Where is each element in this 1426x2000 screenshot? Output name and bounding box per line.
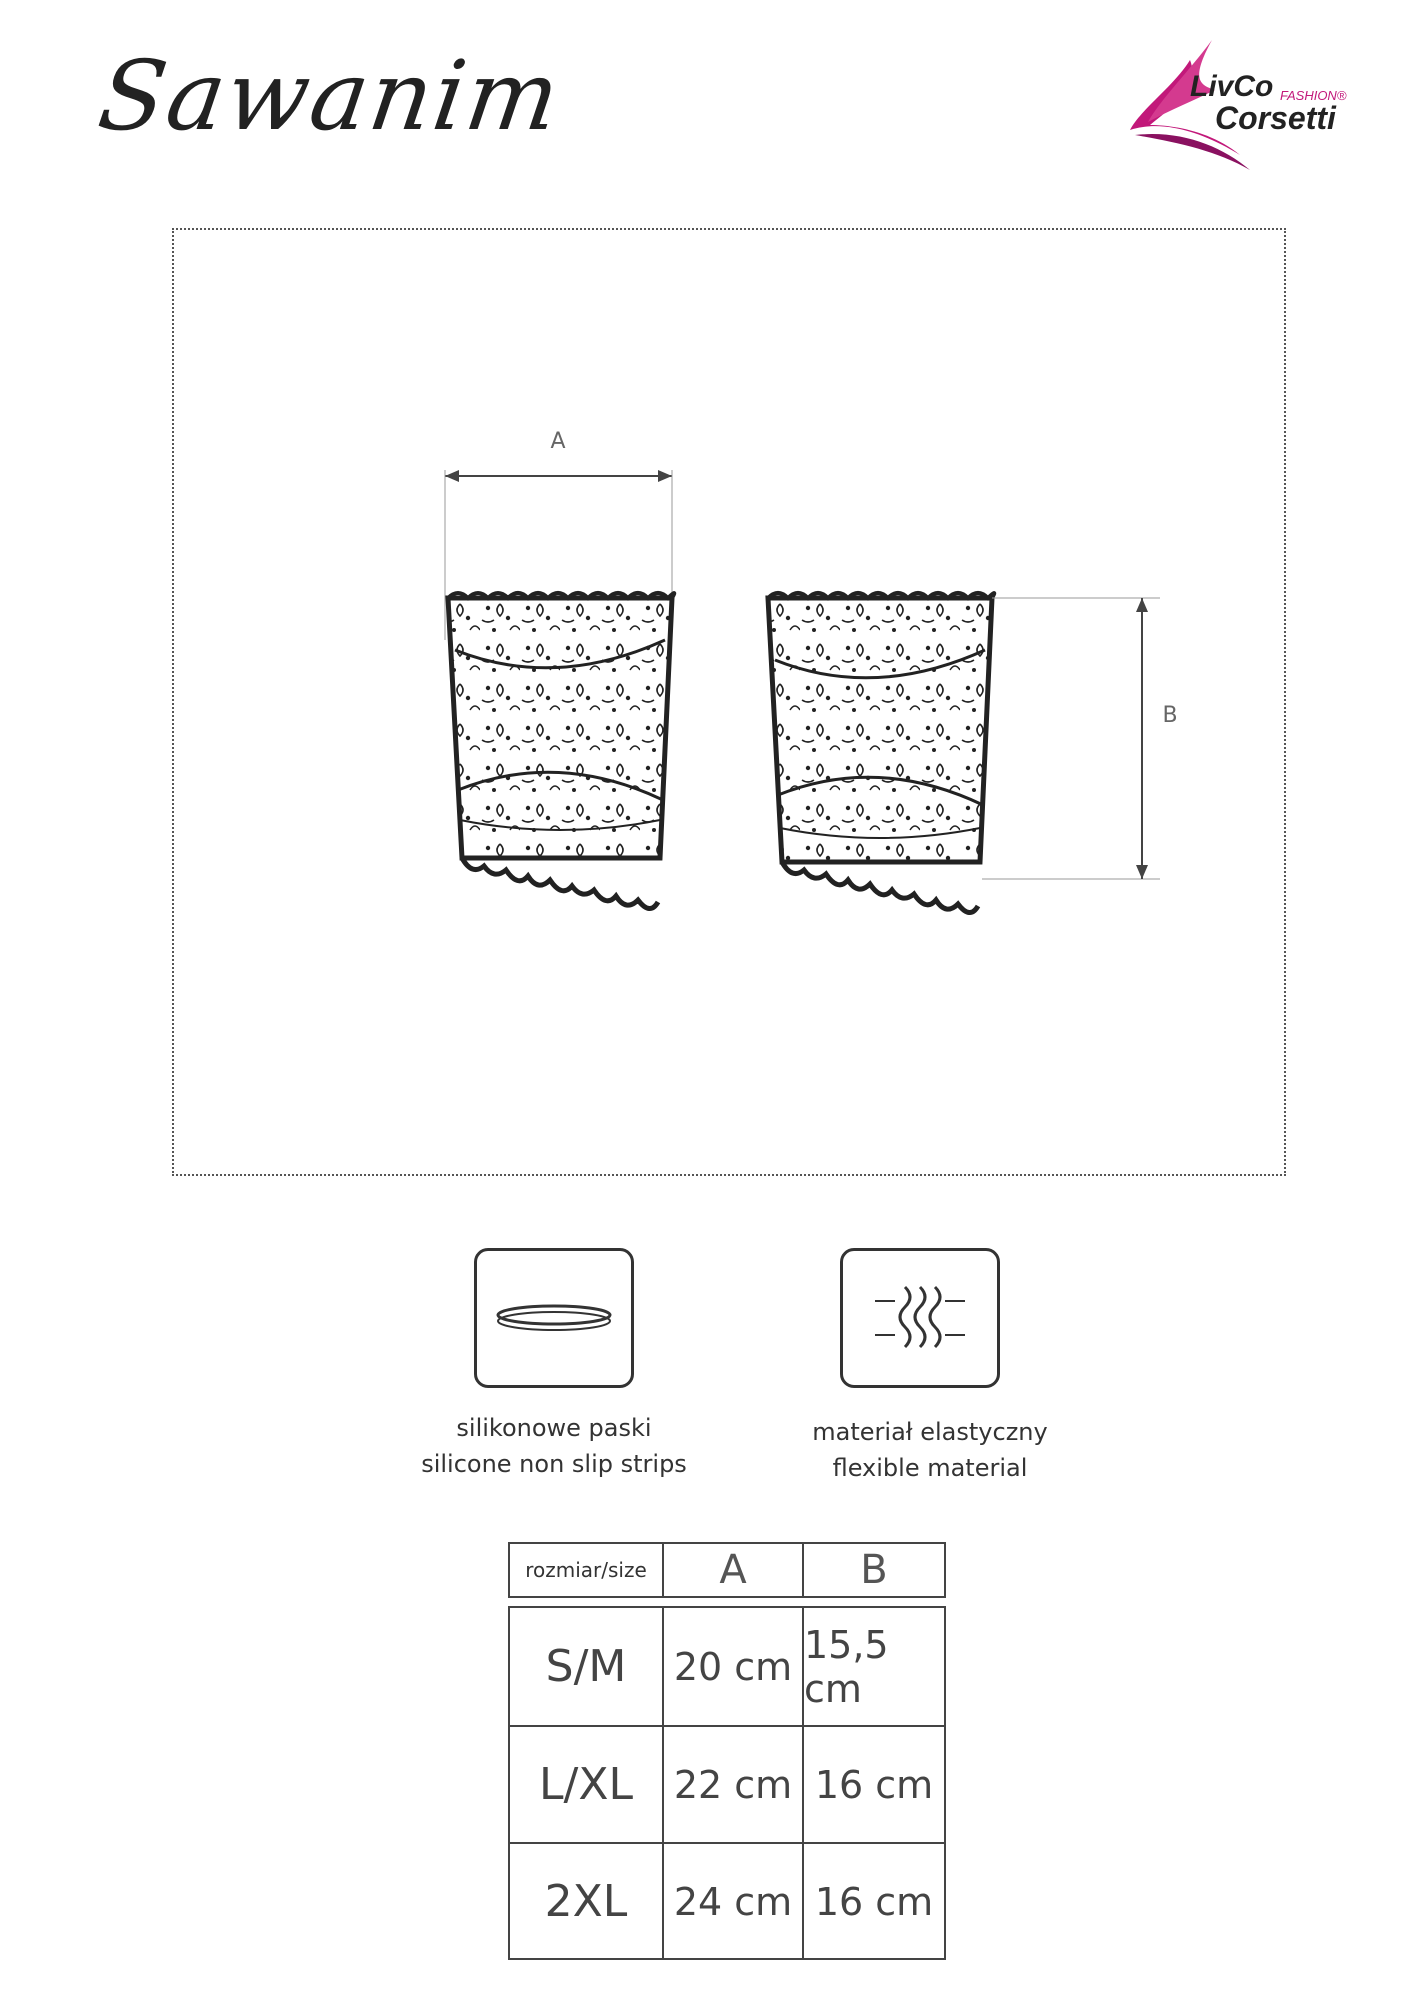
size-b-value: 15,5 cm	[802, 1608, 944, 1725]
table-row	[510, 1842, 944, 1959]
dimension-b	[982, 598, 1160, 879]
size-a-value: 22 cm	[662, 1727, 802, 1842]
elastic-material-icon	[843, 1251, 997, 1385]
elastic-material-badge	[840, 1248, 1000, 1388]
silicone-strip-icon	[477, 1251, 631, 1385]
size-table-header	[508, 1542, 946, 1598]
product-title: Sawanim	[92, 40, 568, 152]
dimension-a-label: A	[550, 429, 566, 454]
size-a-value: 20 cm	[662, 1608, 802, 1725]
size-table-body	[508, 1606, 946, 1960]
feature-silicone-text	[394, 1410, 714, 1482]
size-a-value: 24 cm	[662, 1844, 802, 1959]
table-row	[510, 1725, 944, 1842]
brand-name-livco: LivCo	[1190, 70, 1274, 103]
size-name: L/XL	[539, 1759, 633, 1810]
brand-fashion-tag: FASHION®	[1280, 88, 1347, 103]
size-name: 2XL	[544, 1876, 628, 1927]
feature-silicone-en: silicone non slip strips	[421, 1450, 687, 1478]
header-a: A	[662, 1544, 802, 1596]
header-b: B	[802, 1544, 944, 1596]
size-name: S/M	[545, 1641, 627, 1692]
silicone-strip-badge	[474, 1248, 634, 1388]
feature-silicone-pl: silikonowe paski	[456, 1414, 652, 1442]
brand-name-corsetti: Corsetti	[1215, 100, 1336, 136]
garter-right	[768, 593, 994, 913]
feature-flexible-en: flexible material	[832, 1454, 1028, 1482]
header-size: rozmiar/size	[525, 1558, 647, 1582]
table-row	[510, 1608, 944, 1725]
feature-flexible-pl: materiał elastyczny	[812, 1418, 1048, 1446]
feature-flexible-text	[760, 1414, 1100, 1486]
garter-left	[448, 593, 674, 909]
dimension-b-label: B	[1162, 703, 1178, 728]
size-b-value: 16 cm	[802, 1727, 944, 1842]
size-b-value: 16 cm	[802, 1844, 944, 1959]
